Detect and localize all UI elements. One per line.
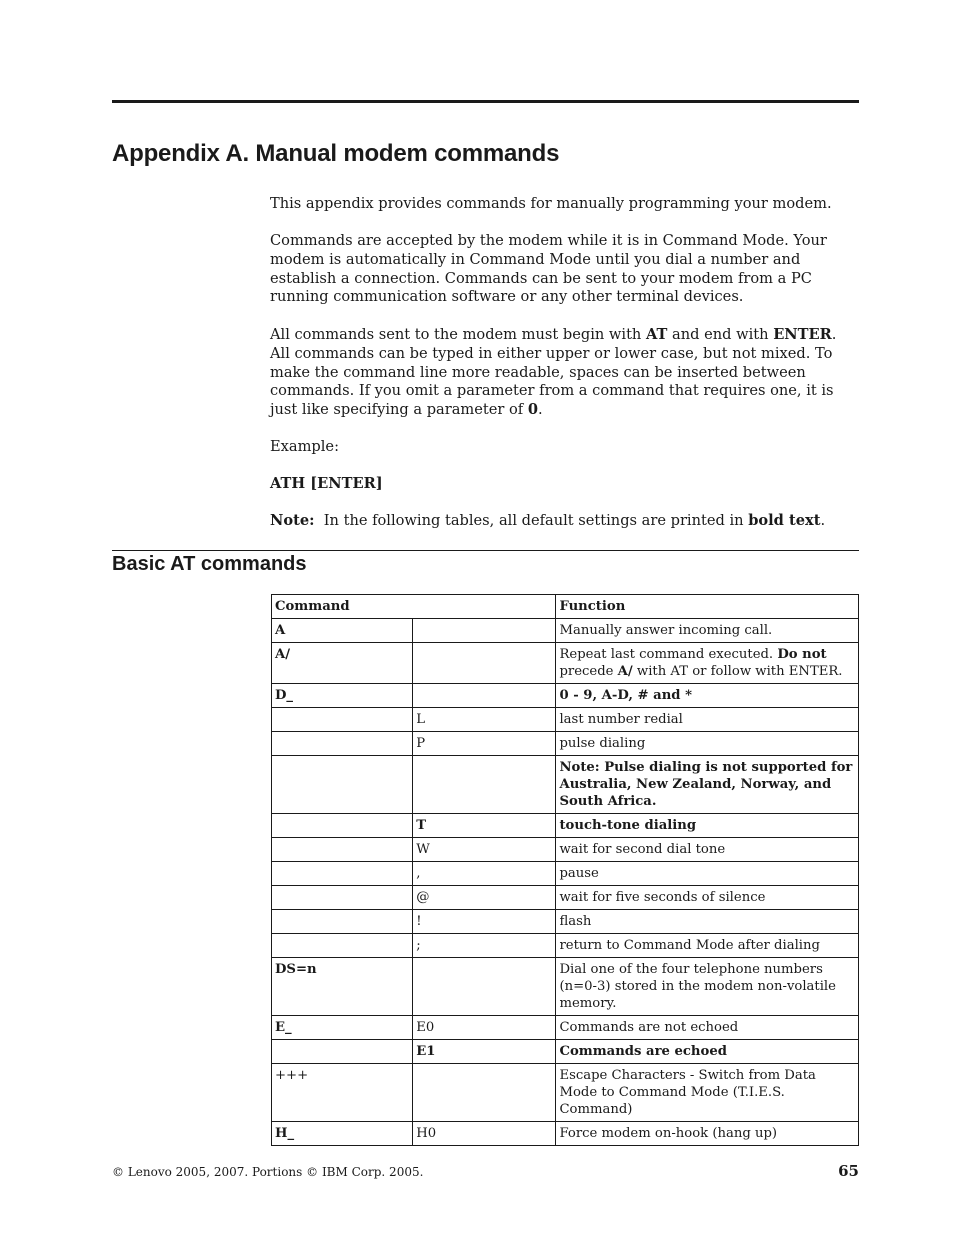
cell-sub — [413, 619, 556, 643]
note-paragraph — [270, 512, 860, 531]
commands-text — [270, 326, 860, 420]
cell-sub: W — [413, 838, 556, 862]
cell-command — [272, 910, 413, 934]
table-row — [272, 756, 859, 814]
intro-text: This appendix provides commands for manually programming your modem. — [270, 195, 832, 212]
text-span: In the following tables, all default settings are printed in — [323, 512, 749, 529]
cell-function: Escape Characters - Switch from Data Mode to Command Mode (T.I.E.S. Command) — [556, 1064, 859, 1122]
cell-function: pause — [556, 862, 859, 886]
page-number: 65 — [838, 1162, 859, 1180]
table-row — [272, 619, 859, 643]
cell-command — [272, 756, 413, 814]
cell-command: D_ — [272, 684, 413, 708]
text-span: . — [538, 401, 543, 419]
table-row — [272, 838, 859, 862]
cell-sub: P — [413, 732, 556, 756]
cell-function: Manually answer incoming call. — [556, 619, 859, 643]
intro-paragraph — [270, 195, 860, 214]
table-row — [272, 708, 859, 732]
text-span: and end with — [667, 326, 774, 343]
cell-sub: E1 — [413, 1040, 556, 1064]
text-span: . — [820, 512, 826, 529]
table-row — [272, 934, 859, 958]
bold-text: A/ — [617, 664, 633, 679]
copyright-footer: © Lenovo 2005, 2007. Portions © IBM Corp. 2005. — [112, 1165, 424, 1179]
cell-command: DS=n — [272, 958, 413, 1016]
bold-text: Do not — [777, 647, 827, 662]
table-row — [272, 732, 859, 756]
cell-sub: T — [413, 814, 556, 838]
text-span: . All commands can be typed in either upper or lower case, but not mixed. To make the command line more readable, spaces can be inserted between commands. If you omit a parameter from a command that requires one, it is just like specifying a parameter of — [270, 326, 837, 419]
cell-command — [272, 838, 413, 862]
table-row — [272, 814, 859, 838]
commands-paragraph — [270, 326, 860, 420]
text-span: with AT or follow with ENTER. — [632, 664, 843, 679]
cell-command — [272, 862, 413, 886]
bold-text: bold text — [748, 512, 821, 529]
cell-command — [272, 1040, 413, 1064]
cell-function: Commands are echoed — [556, 1040, 859, 1064]
table-header-row — [272, 595, 859, 619]
cell-sub: , — [413, 862, 556, 886]
cell-function: Dial one of the four telephone numbers (n=0-3) stored in the modem non-volatile memory. — [556, 958, 859, 1016]
cell-sub: L — [413, 708, 556, 732]
table-row — [272, 958, 859, 1016]
cell-sub: E0 — [413, 1016, 556, 1040]
table-row — [272, 1040, 859, 1064]
cell-command — [272, 708, 413, 732]
example-label: Example: — [270, 438, 339, 455]
cell-function: Commands are not echoed — [556, 1016, 859, 1040]
cell-command — [272, 934, 413, 958]
cell-sub — [413, 1064, 556, 1122]
table-row — [272, 643, 859, 684]
cell-sub: ! — [413, 910, 556, 934]
top-rule — [112, 100, 859, 103]
cell-function — [556, 643, 859, 684]
cell-function: wait for five seconds of silence — [556, 886, 859, 910]
bold-enter: ENTER — [773, 326, 832, 343]
mode-text: Commands are accepted by the modem while it is in Command Mode. Your modem is automatically in Command Mode until you dial a number and establish a connection. Commands can be sent to your modem from a PC running communication software or any other terminal devices. — [270, 232, 827, 306]
cell-command: E_ — [272, 1016, 413, 1040]
cell-function: pulse dialing — [556, 732, 859, 756]
example-code: ATH [ENTER] — [270, 475, 383, 492]
cell-sub — [413, 756, 556, 814]
bold-at: AT — [645, 326, 668, 343]
cell-function: 0 - 9, A-D, # and * — [556, 684, 859, 708]
cell-sub — [413, 643, 556, 684]
page-title: Appendix A. Manual modem commands — [112, 140, 560, 167]
header-command: Command — [272, 595, 556, 619]
text-span: All commands sent to the modem must begin with — [270, 326, 646, 343]
section-rule — [112, 550, 859, 551]
cell-function: wait for second dial tone — [556, 838, 859, 862]
mode-paragraph — [270, 232, 860, 307]
cell-sub: H0 — [413, 1122, 556, 1146]
cell-function: last number redial — [556, 708, 859, 732]
cell-function: return to Command Mode after dialing — [556, 934, 859, 958]
cell-command — [272, 886, 413, 910]
cell-sub — [413, 958, 556, 1016]
table-row — [272, 1016, 859, 1040]
cell-command — [272, 814, 413, 838]
cell-sub: @ — [413, 886, 556, 910]
cell-command: H_ — [272, 1122, 413, 1146]
text-span: Repeat last command executed. — [559, 647, 778, 662]
section-title: Basic AT commands — [112, 553, 307, 575]
cell-function: Note: Pulse dialing is not supported for Australia, New Zealand, Norway, and South Africa. — [556, 756, 859, 814]
table-row — [272, 910, 859, 934]
cell-command: A/ — [272, 643, 413, 684]
table-row — [272, 886, 859, 910]
cell-sub: ; — [413, 934, 556, 958]
cell-command: A — [272, 619, 413, 643]
table-row — [272, 862, 859, 886]
table-row — [272, 1064, 859, 1122]
bold-zero: 0 — [527, 401, 539, 419]
cell-function: Force modem on-hook (hang up) — [556, 1122, 859, 1146]
table-row — [272, 1122, 859, 1146]
cell-command — [272, 732, 413, 756]
header-function: Function — [556, 595, 859, 619]
text-span: precede — [559, 664, 618, 679]
cell-function: flash — [556, 910, 859, 934]
cell-sub — [413, 684, 556, 708]
table-row — [272, 684, 859, 708]
cell-function: touch-tone dialing — [556, 814, 859, 838]
cell-command: +++ — [272, 1064, 413, 1122]
note-text — [270, 512, 860, 531]
note-label: Note: — [270, 512, 315, 529]
at-commands-table — [271, 594, 859, 1146]
